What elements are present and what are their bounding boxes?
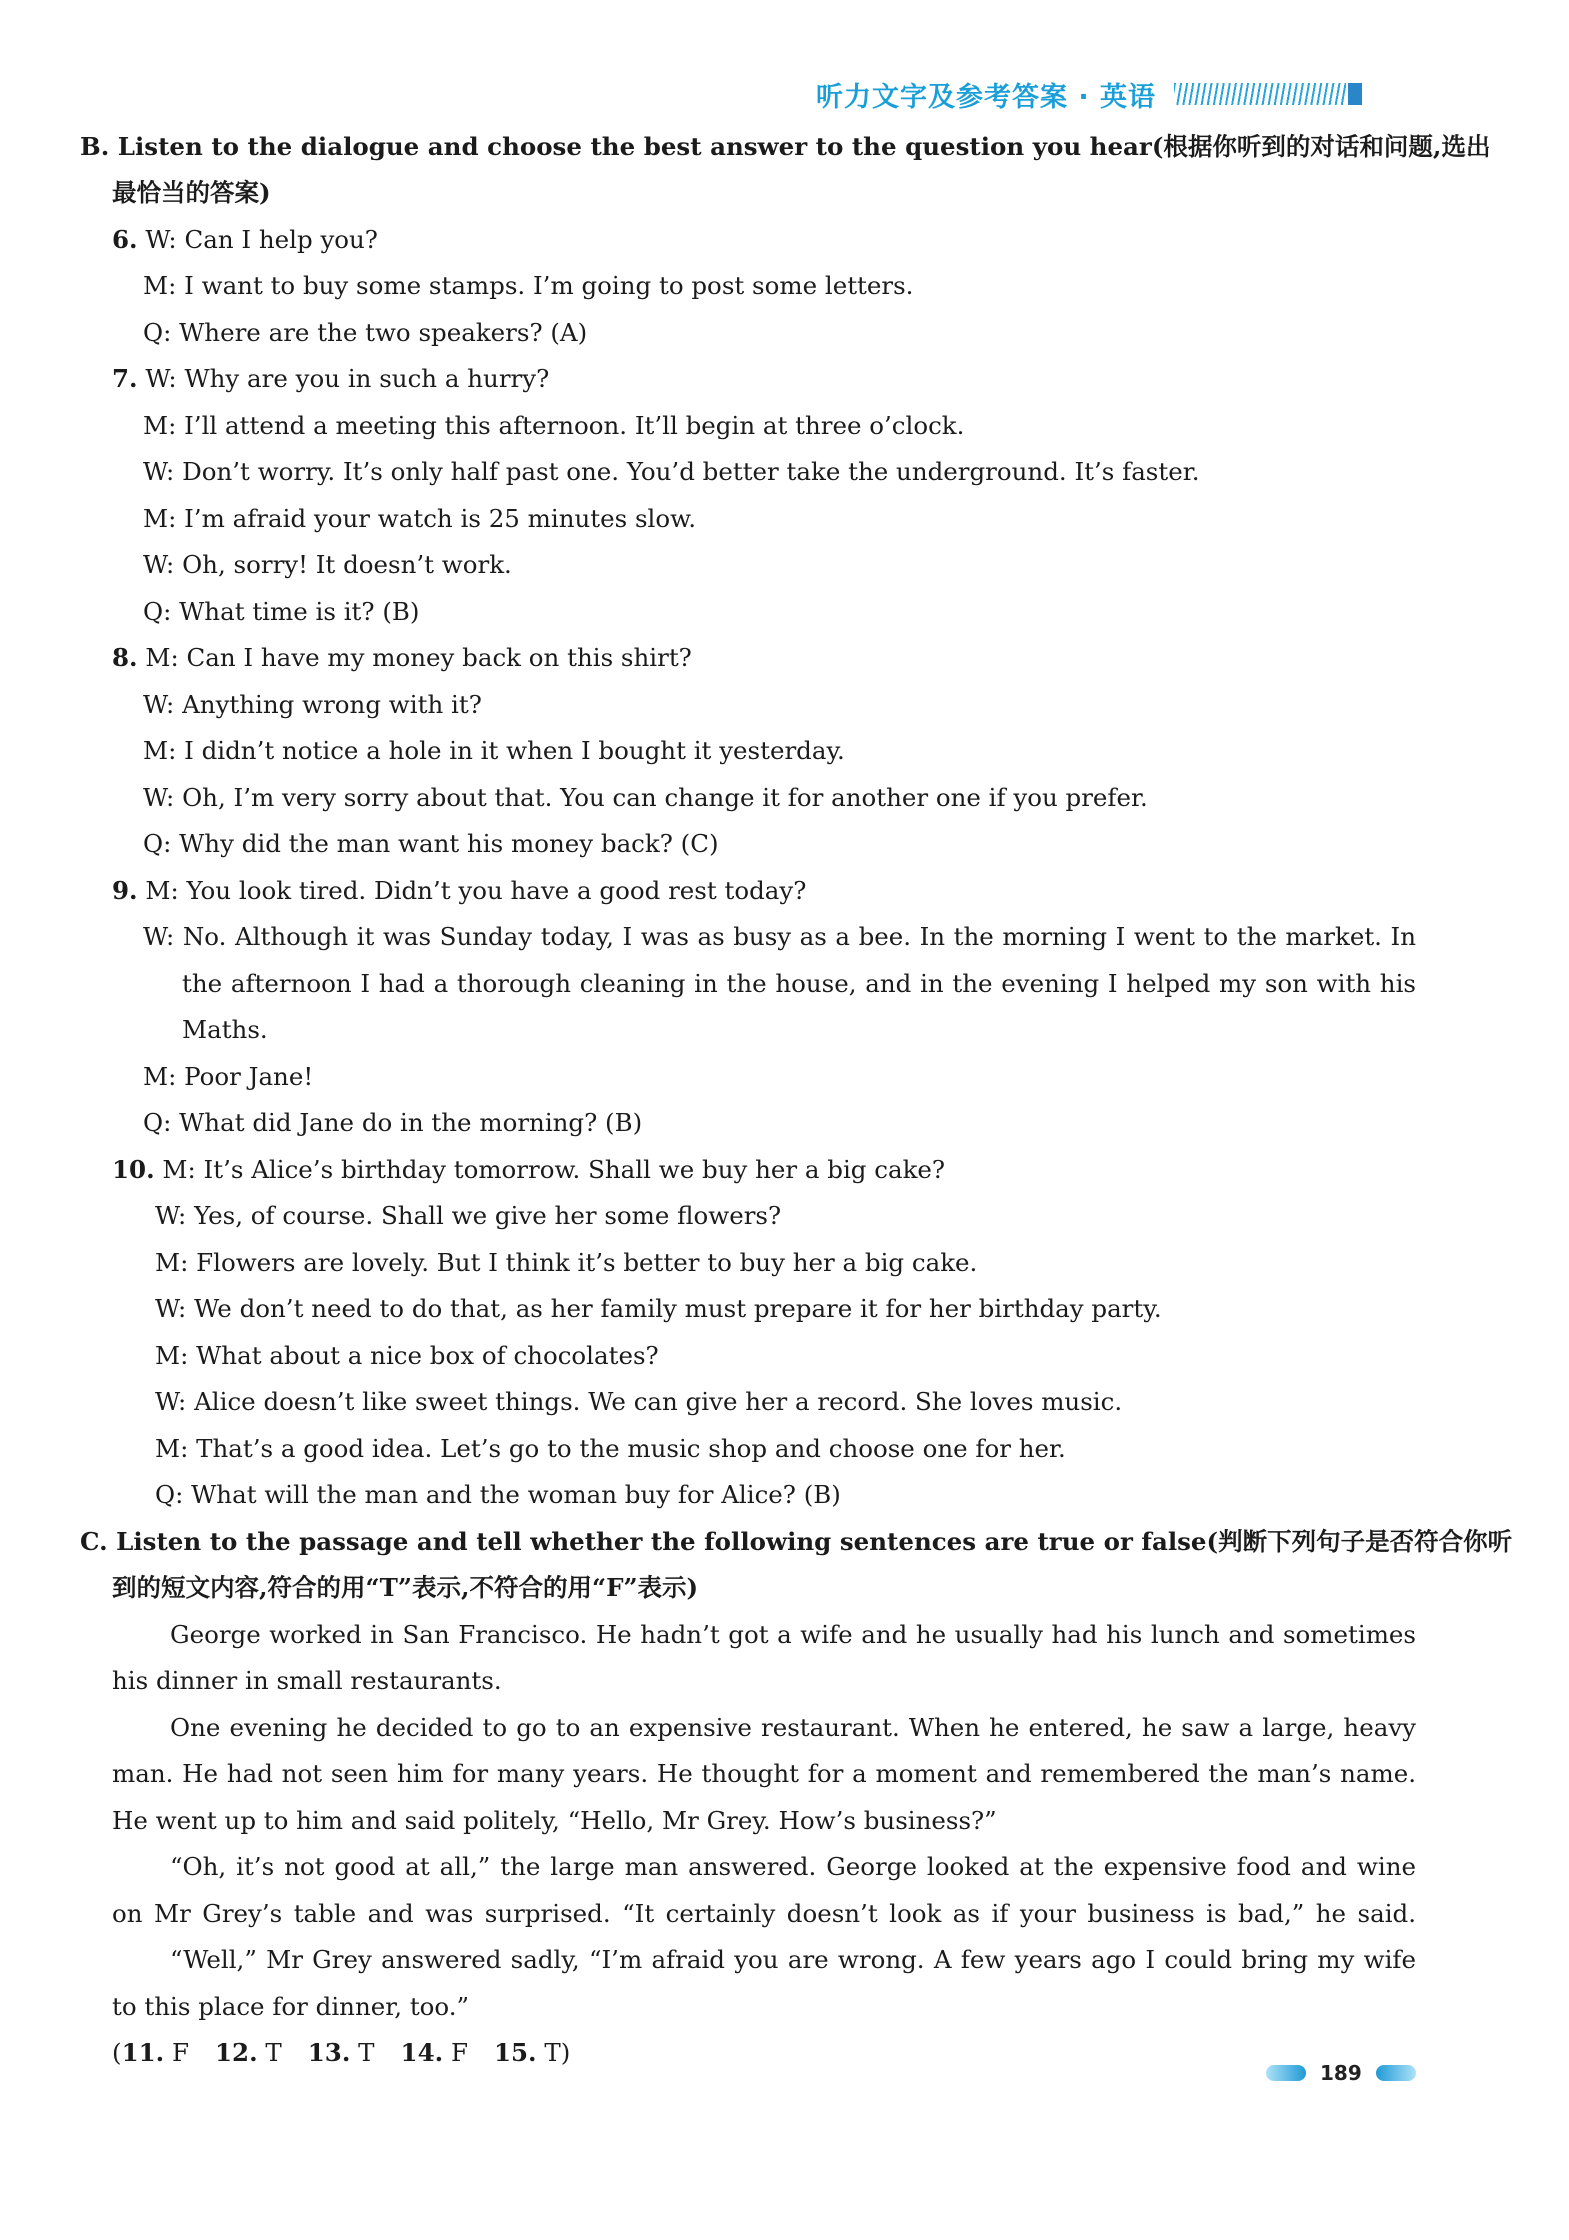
answer-item: 13. T (307, 2038, 375, 2067)
dialogue-line: 6. W: Can I help you? (112, 225, 378, 254)
section-c-heading-cont: 到的短文内容,符合的用“T”表示,不符合的用“F”表示) (112, 1573, 699, 1602)
question-number: 9. (112, 876, 138, 905)
passage-line: on Mr Grey’s table and was surprised. “It certainly doesn’t look as if your business is bad,” he said. (112, 1899, 1416, 1928)
passage-line: “Oh, it’s not good at all,” the large man answered. George looked at the expensive food and wine (170, 1852, 1416, 1881)
dialogue-line: W: Oh, sorry! It doesn’t work. (143, 550, 512, 579)
page-header (816, 74, 1416, 114)
dialogue-line: W: Oh, I’m very sorry about that. You can change it for another one if you prefer. (143, 783, 1148, 812)
dialogue-line: Q: Why did the man want his money back? (C) (143, 829, 719, 858)
dialogue-line: Q: What did Jane do in the morning? (B) (143, 1108, 643, 1137)
passage-line: One evening he decided to go to an expensive restaurant. When he entered, he saw a large, heavy (170, 1713, 1416, 1742)
answer-item: 15. T (493, 2038, 561, 2067)
section-b-heading-cont: 最恰当的答案) (112, 178, 271, 207)
header-stripes-decoration (1174, 83, 1346, 105)
dialogue-line: 9. M: You look tired. Didn’t you have a good rest today? (112, 876, 807, 905)
dialogue-line: Q: What time is it? (B) (143, 597, 420, 626)
passage-line: man. He had not seen him for many years. He thought for a moment and remembered the man’s name. (112, 1759, 1416, 1788)
passage-line: He went up to him and said politely, “Hello, Mr Grey. How’s business?” (112, 1806, 997, 1835)
answer-item: 11. F (121, 2038, 189, 2067)
section-b-heading: B. Listen to the dialogue and choose the best answer to the question you hear(根据你听到的对话和问题,选出 (80, 132, 1491, 161)
dialogue-line: M: I didn’t notice a hole in it when I bought it yesterday. (143, 736, 845, 765)
dialogue-line: Q: What will the man and the woman buy for Alice? (B) (155, 1480, 841, 1509)
answer-item: 12. T (214, 2038, 282, 2067)
dialogue-line: M: That’s a good idea. Let’s go to the music shop and choose one for her. (155, 1434, 1066, 1463)
dialogue-line: W: Alice doesn’t like sweet things. We can give her a record. She loves music. (155, 1387, 1123, 1416)
answer-key: (11. F 12. T 13. T 14. F 15. T) (112, 2036, 570, 2070)
dialogue-line: Q: Where are the two speakers? (A) (143, 318, 588, 347)
passage-line: his dinner in small restaurants. (112, 1666, 502, 1695)
passage-line: “Well,” Mr Grey answered sadly, “I’m afraid you are wrong. A few years ago I could bring my wife (170, 1945, 1416, 1974)
dialogue-line: W: No. Although it was Sunday today, I was as busy as a bee. In the morning I went to the market. In (143, 922, 1416, 951)
dialogue-line: W: Yes, of course. Shall we give her some flowers? (155, 1201, 782, 1230)
dialogue-line: M: What about a nice box of chocolates? (155, 1341, 659, 1370)
dialogue-line: W: Don’t worry. It’s only half past one. You’d better take the underground. It’s faster. (143, 457, 1200, 486)
dialogue-line: M: I’ll attend a meeting this afternoon. It’ll begin at three o’clock. (143, 411, 965, 440)
dialogue-line: M: Poor Jane! (143, 1062, 314, 1091)
question-number: 10. (112, 1155, 155, 1184)
question-number: 7. (112, 364, 138, 393)
footer-pill-right-decoration (1376, 2065, 1416, 2081)
header-end-block (1348, 83, 1362, 105)
dialogue-line: 8. M: Can I have my money back on this shirt? (112, 643, 692, 672)
answer-item: 14. F (400, 2038, 468, 2067)
passage-line: to this place for dinner, too.” (112, 1992, 470, 2021)
dialogue-line: 7. W: Why are you in such a hurry? (112, 364, 550, 393)
dialogue-line: the afternoon I had a thorough cleaning in the house, and in the evening I helped my son with his (182, 969, 1416, 998)
dialogue-line: W: We don’t need to do that, as her family must prepare it for her birthday party. (155, 1294, 1162, 1323)
question-number: 6. (112, 225, 138, 254)
dialogue-line: W: Anything wrong with it? (143, 690, 482, 719)
question-number: 8. (112, 643, 138, 672)
dialogue-line: 10. M: It’s Alice’s birthday tomorrow. Shall we buy her a big cake? (112, 1155, 946, 1184)
page-number: 189 (1320, 2061, 1362, 2085)
header-title: 听力文字及参考答案 · 英语 (816, 81, 1157, 113)
footer-pill-left-decoration (1266, 2065, 1306, 2081)
section-c-heading: C. Listen to the passage and tell whether the following sentences are true or false(判断下列句子是否符合你听 (80, 1527, 1513, 1556)
page-footer (1266, 2058, 1416, 2088)
dialogue-line: M: I want to buy some stamps. I’m going to post some letters. (143, 271, 914, 300)
dialogue-line: M: I’m afraid your watch is 25 minutes slow. (143, 504, 696, 533)
dialogue-line: M: Flowers are lovely. But I think it’s better to buy her a big cake. (155, 1248, 978, 1277)
passage-line: George worked in San Francisco. He hadn’t got a wife and he usually had his lunch and sometimes (170, 1620, 1416, 1649)
dialogue-line: Maths. (182, 1015, 268, 1044)
